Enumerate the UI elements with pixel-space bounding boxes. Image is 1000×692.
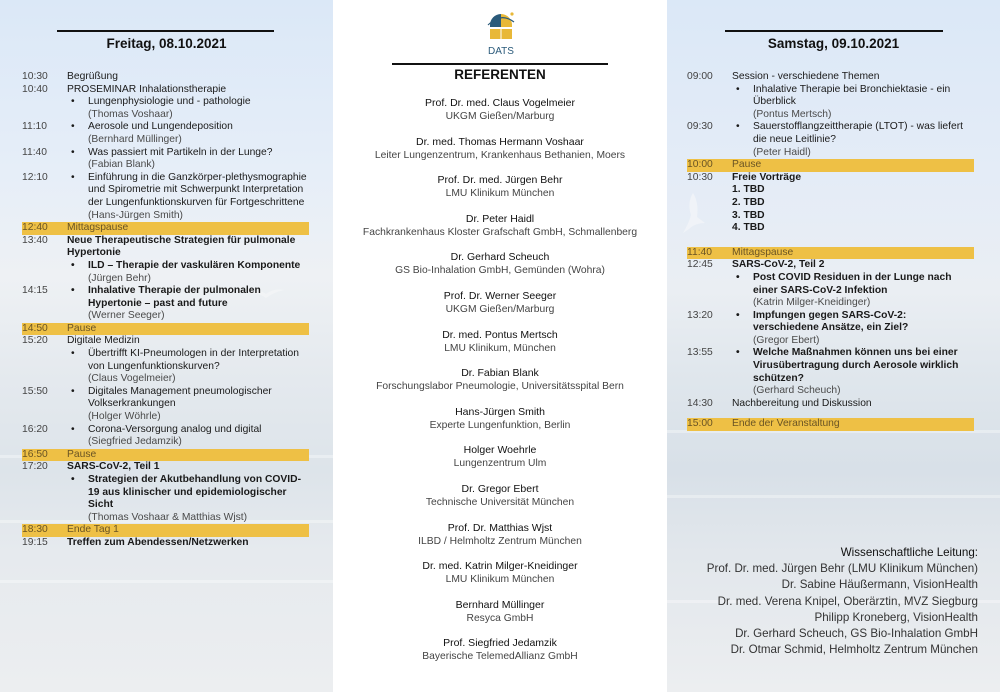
talk-item <box>67 424 309 449</box>
title-rule <box>725 30 943 32</box>
saturday-title: Samstag, 09.10.2021 <box>767 36 900 51</box>
schedule-row <box>22 84 309 97</box>
talk-item <box>67 96 309 121</box>
time-label: 16:20 <box>22 423 48 435</box>
speaker-name: Dr. Fabian Blank <box>461 367 539 380</box>
session-body <box>732 418 974 431</box>
talk-item <box>67 260 309 285</box>
speaker-affiliation: Lungenzentrum Ulm <box>453 458 547 470</box>
speaker-name: Hans-Jürgen Smith <box>455 405 545 418</box>
session-body <box>732 310 974 348</box>
friday-panel <box>0 0 333 692</box>
talk-title: Was passiert mit Partikeln in der Lunge? <box>88 146 273 158</box>
time-label: 17:20 <box>22 461 48 473</box>
friday-title: Freitag, 08.10.2021 <box>106 36 227 51</box>
talk-content <box>88 172 309 222</box>
scientific-leadership <box>707 545 978 658</box>
sea-wave <box>0 580 333 583</box>
schedule-row <box>22 96 309 121</box>
bullet-icon: • <box>71 474 75 485</box>
session-title: 4. TBD <box>732 222 765 234</box>
session-title: SARS-CoV-2, Teil 1 <box>67 461 160 473</box>
talk-title: Einführung in die Ganzkörper-plethysmographie und Spirometrie mit Schwerpunkt Interpretation der Lungenfunktionskurven für Fortgeschrittene <box>88 171 307 208</box>
break-row <box>22 222 309 235</box>
speaker-entry <box>333 329 667 368</box>
talk-item <box>732 84 974 122</box>
sea-wave <box>667 495 1000 498</box>
time-label: 15:50 <box>22 385 48 397</box>
time-label: 10:40 <box>22 83 48 95</box>
time-label: 13:20 <box>687 309 713 321</box>
break-row <box>22 323 309 336</box>
schedule-row <box>687 172 974 185</box>
time-label <box>687 272 732 310</box>
time-label: 14:50 <box>22 322 48 334</box>
session-title: 3. TBD <box>732 209 765 221</box>
speaker-entry <box>333 97 667 136</box>
time-label <box>687 210 732 223</box>
session-title: 1. TBD <box>732 184 765 196</box>
speaker-affiliation: ILBD / Helmholtz Zentrum München <box>418 535 582 547</box>
speaker-name: (Jürgen Behr) <box>88 272 151 284</box>
schedule-row <box>22 71 309 84</box>
schedule-row <box>22 172 309 222</box>
schedule-row <box>687 347 974 397</box>
session-title: Nachbereitung und Diskussion <box>732 397 872 409</box>
speaker-name: Prof. Dr. med. Jürgen Behr <box>437 174 563 187</box>
talk-content <box>753 272 974 310</box>
schedule-row <box>22 386 309 424</box>
time-label: 19:15 <box>22 536 48 548</box>
talk-content <box>88 285 309 323</box>
talk-title: Post COVID Residuen in der Lunge nach einer SARS-CoV-2 Infektion <box>753 271 952 296</box>
speakers-title: REFERENTEN <box>454 67 546 82</box>
talk-content <box>88 147 309 172</box>
leadership-member: Prof. Dr. med. Jürgen Behr (LMU Klinikum München) <box>706 562 978 576</box>
logo-text: DATS <box>488 46 514 57</box>
session-body <box>67 172 309 222</box>
time-label: 09:00 <box>687 71 713 82</box>
talk-content <box>88 121 309 146</box>
speaker-name: (Peter Haidl) <box>753 146 811 158</box>
time-label <box>22 96 67 121</box>
schedule-row <box>22 147 309 172</box>
time-label: 15:00 <box>687 418 713 430</box>
speaker-affiliation: GS Bio-Inhalation GmbH, Gemünden (Wohra) <box>395 265 605 277</box>
friday-schedule <box>22 71 309 550</box>
schedule-row <box>22 235 309 260</box>
speaker-affiliation: LMU Klinikum München <box>445 574 555 586</box>
talk-item <box>67 348 309 386</box>
session-body <box>732 197 974 210</box>
session-body <box>732 84 974 122</box>
schedule-row <box>687 272 974 310</box>
speaker-name: (Gerhard Scheuch) <box>753 385 841 397</box>
speaker-name: Bernhard Müllinger <box>455 598 545 611</box>
time-label: 11:10 <box>22 121 48 133</box>
speaker-name: (Werner Seeger) <box>88 310 165 322</box>
session-body <box>67 222 309 235</box>
time-label <box>687 84 732 122</box>
session-body <box>732 159 974 172</box>
speaker-entry <box>333 483 667 522</box>
talk-item <box>67 147 309 172</box>
bullet-icon: • <box>71 385 75 397</box>
session-title: Treffen zum Abendessen/Netzwerken <box>67 536 249 548</box>
speaker-entry <box>333 213 667 252</box>
speaker-name: (Katrin Milger-Kneidinger) <box>753 297 871 309</box>
speaker-name: Prof. Dr. Werner Seeger <box>443 289 557 302</box>
time-label <box>687 222 732 235</box>
session-body <box>67 96 309 121</box>
speaker-affiliation: Bayerische TelemedAllianz GmbH <box>422 651 578 663</box>
session-title: SARS-CoV-2, Teil 2 <box>732 259 825 271</box>
talk-title: Aerosole und Lungendeposition <box>88 121 233 133</box>
speaker-affiliation: Forschungslabor Pneumologie, Universitätsspital Bern <box>376 381 624 393</box>
session-body <box>67 461 309 474</box>
speaker-entry <box>333 136 667 175</box>
session-body <box>67 424 309 449</box>
bullet-icon: • <box>71 146 75 158</box>
schedule-row <box>22 335 309 348</box>
speaker-name: Prof. Siegfried Jedamzik <box>443 637 557 650</box>
time-label: 12:45 <box>687 259 713 271</box>
talk-content <box>753 310 974 348</box>
session-body <box>732 210 974 223</box>
session-body <box>67 71 309 84</box>
schedule-row <box>687 210 974 223</box>
session-title: Pause <box>67 448 97 460</box>
talk-title: Strategien der Akutbehandlung von COVID-19 aus klinischer und epidemiologischer Sicht <box>88 474 302 511</box>
talk-content <box>88 348 309 386</box>
time-label <box>687 184 732 197</box>
talk-item <box>67 172 309 222</box>
session-body <box>732 259 974 272</box>
leadership-member: Dr. Otmar Schmid, Helmholtz Zentrum München <box>730 643 978 657</box>
speaker-name: (Bernhard Müllinger) <box>88 133 182 145</box>
time-label: 10:30 <box>22 71 48 82</box>
session-title: Session - verschiedene Themen <box>732 71 880 82</box>
time-label: 16:50 <box>22 448 48 460</box>
speaker-name: (Gregor Ebert) <box>753 334 820 346</box>
session-body <box>67 524 309 537</box>
session-body <box>732 347 974 397</box>
time-label: 14:15 <box>22 285 48 297</box>
session-title: PROSEMINAR Inhalationstherapie <box>67 83 227 95</box>
session-body <box>67 386 309 424</box>
speaker-name: Dr. Peter Haidl <box>465 212 535 225</box>
talk-content <box>753 84 974 122</box>
schedule-row <box>687 398 974 411</box>
talk-title: Inhalative Therapie der pulmonalen Hypertonie – past and future <box>88 285 261 309</box>
speaker-affiliation: Leiter Lungenzentrum, Krankenhaus Bethanien, Moers <box>374 149 626 161</box>
session-body <box>67 121 309 146</box>
bullet-icon: • <box>736 309 740 321</box>
talk-title: Übertrifft KI-Pneumologen in der Interpretation von Lungenfunktionskurven? <box>88 348 300 372</box>
break-row <box>22 449 309 462</box>
saturday-schedule <box>687 71 974 431</box>
bullet-icon: • <box>736 83 740 95</box>
bullet-icon: • <box>736 271 740 283</box>
talk-title: ILD – Therapie der vaskulären Komponente <box>88 259 301 271</box>
talk-content <box>88 424 309 449</box>
session-body <box>732 121 974 159</box>
speaker-entry <box>333 251 667 290</box>
session-body <box>67 285 309 323</box>
speaker-affiliation: Experte Lungenfunktion, Berlin <box>429 419 571 431</box>
bullet-icon: • <box>71 259 75 271</box>
time-label: 14:30 <box>687 397 713 409</box>
talk-title: Digitales Management pneumologischer Volkserkrankungen <box>88 385 272 410</box>
session-body <box>67 260 309 285</box>
session-title: 2. TBD <box>732 196 765 208</box>
session-body <box>67 449 309 462</box>
schedule-row <box>22 285 309 323</box>
time-label: 18:30 <box>22 524 48 536</box>
bullet-icon: • <box>71 423 75 435</box>
session-body <box>732 184 974 197</box>
talk-item <box>732 272 974 310</box>
talk-content <box>753 121 974 159</box>
talk-title: Lungenphysiologie und - pathologie <box>88 96 251 108</box>
session-body <box>732 247 974 260</box>
bullet-icon: • <box>71 171 75 183</box>
leadership-heading: Wissenschaftliche Leitung: <box>840 546 978 559</box>
speaker-entry <box>333 174 667 213</box>
talk-title: Sauerstofflangzeittherapie (LTOT) - was liefert die neue Leitlinie? <box>753 121 964 145</box>
speaker-entry <box>333 406 667 445</box>
time-label: 10:00 <box>687 159 713 171</box>
break-row <box>687 159 974 172</box>
session-body <box>732 71 974 84</box>
session-body <box>732 222 974 235</box>
speaker-name: (Thomas Voshaar) <box>88 108 173 120</box>
break-row <box>687 418 974 431</box>
talk-title: Impfungen gegen SARS-CoV-2: verschiedene Ansätze, ein Ziel? <box>753 309 909 334</box>
talk-title: Welche Maßnahmen können uns bei einer Virusübertragung durch Aerosole wirklich schützen? <box>753 347 959 384</box>
schedule-row <box>22 474 309 524</box>
time-label <box>22 348 67 386</box>
session-body <box>67 348 309 386</box>
schedule-row <box>687 222 974 235</box>
speaker-affiliation: UKGM Gießen/Marburg <box>445 303 555 315</box>
time-label: 12:10 <box>22 171 48 183</box>
speaker-entry <box>333 522 667 561</box>
speaker-name: (Holger Wöhrle) <box>88 411 161 423</box>
schedule-row <box>687 71 974 84</box>
speaker-entry <box>333 290 667 329</box>
session-title: Ende Tag 1 <box>67 524 119 536</box>
time-label: 09:30 <box>687 121 713 133</box>
title-rule <box>57 30 274 32</box>
talk-title: Inhalative Therapie bei Bronchiektasie - ein Überblick <box>753 83 951 108</box>
session-body <box>67 84 309 97</box>
time-label: 13:55 <box>687 347 713 359</box>
speaker-name: (Thomas Voshaar & Matthias Wjst) <box>88 511 248 523</box>
schedule-row <box>22 461 309 474</box>
talk-content <box>88 96 309 121</box>
talk-content <box>88 474 309 524</box>
talk-item <box>67 285 309 323</box>
schedule-row <box>687 121 974 159</box>
time-label: 13:40 <box>22 234 48 246</box>
talk-title: Corona-Versorgung analog und digital <box>88 423 262 435</box>
speaker-name: Prof. Dr. med. Claus Vogelmeier <box>425 97 575 109</box>
speaker-entry <box>333 599 667 638</box>
session-title: Pause <box>67 322 97 334</box>
speaker-affiliation: Resyca GmbH <box>466 612 534 624</box>
bullet-icon: • <box>736 121 740 133</box>
schedule-row <box>22 424 309 449</box>
speaker-affiliation: UKGM Gießen/Marburg <box>445 111 555 122</box>
speaker-name: (Siegfried Jedamzik) <box>88 436 182 448</box>
talk-item <box>67 121 309 146</box>
session-title: Ende der Veranstaltung <box>732 418 840 430</box>
speakers-rule <box>392 63 608 65</box>
bullet-icon: • <box>736 347 740 359</box>
talk-item <box>732 310 974 348</box>
talk-item <box>67 474 309 524</box>
session-title: Neue Therapeutische Strategien für pulmonale Hypertonie <box>67 234 296 259</box>
leadership-member: Dr. med. Verena Knipel, Oberärztin, MVZ Siegburg <box>717 594 978 608</box>
talk-item <box>67 386 309 424</box>
time-label: 11:40 <box>687 246 713 258</box>
leadership-member: Philipp Kroneberg, VisionHealth <box>814 610 978 624</box>
session-body <box>67 235 309 260</box>
session-title: Begrüßung <box>67 71 118 82</box>
session-body <box>67 474 309 524</box>
speaker-entry <box>333 367 667 406</box>
leadership-member: Dr. Sabine Häußermann, VisionHealth <box>781 578 978 592</box>
talk-item <box>732 347 974 397</box>
schedule-row <box>687 259 974 272</box>
bullet-icon: • <box>71 348 75 360</box>
speaker-entry <box>333 637 667 676</box>
schedule-row <box>22 348 309 386</box>
schedule-row <box>22 260 309 285</box>
speaker-name: Dr. Gerhard Scheuch <box>450 251 550 264</box>
session-body <box>67 537 309 550</box>
speaker-name: (Pontus Mertsch) <box>753 108 832 120</box>
session-title: Mittagspause <box>67 222 129 234</box>
session-title: Freie Vorträge <box>732 171 802 183</box>
speaker-name: Dr. med. Thomas Hermann Voshaar <box>416 135 584 148</box>
session-title: Mittagspause <box>732 246 794 258</box>
speaker-name: Holger Woehrle <box>463 444 537 457</box>
time-label <box>22 260 67 285</box>
session-title: Pause <box>732 159 762 171</box>
talk-content <box>88 386 309 424</box>
session-body <box>67 335 309 348</box>
schedule-row <box>687 310 974 348</box>
schedule-row <box>687 184 974 197</box>
session-body <box>732 398 974 411</box>
bullet-icon: • <box>71 96 75 108</box>
speaker-affiliation: LMU Klinikum, München <box>444 342 556 354</box>
session-body <box>732 272 974 310</box>
bullet-icon: • <box>71 285 75 297</box>
schedule-row <box>22 121 309 146</box>
schedule-row <box>22 537 309 550</box>
time-label: 15:20 <box>22 335 48 347</box>
talk-content <box>753 347 974 397</box>
speaker-name: (Hans-Jürgen Smith) <box>88 209 183 221</box>
session-body <box>732 172 974 185</box>
break-row <box>687 247 974 260</box>
speaker-affiliation: Technische Universität München <box>425 496 575 508</box>
time-label <box>687 197 732 210</box>
session-body <box>67 147 309 172</box>
speakers-list <box>333 97 667 676</box>
speaker-name: Prof. Dr. Matthias Wjst <box>447 521 553 534</box>
speaker-name: Dr. Gregor Ebert <box>461 482 539 495</box>
schedule-row <box>687 197 974 210</box>
time-label: 12:40 <box>22 222 48 234</box>
speaker-entry <box>333 444 667 483</box>
speaker-affiliation: LMU Klinikum München <box>445 188 555 200</box>
talk-item <box>732 121 974 159</box>
session-body <box>67 323 309 336</box>
speaker-name: Dr. med. Katrin Milger-Kneidinger <box>422 560 578 573</box>
dats-logo <box>485 10 517 58</box>
bullet-icon: • <box>71 121 75 133</box>
speaker-name: Dr. med. Pontus Mertsch <box>442 328 558 341</box>
break-row <box>22 524 309 537</box>
speaker-affiliation: Fachkrankenhaus Kloster Grafschaft GmbH, Schmallenberg <box>362 226 638 238</box>
time-label <box>22 474 67 524</box>
time-label: 10:30 <box>687 171 713 183</box>
time-label: 11:40 <box>22 146 48 158</box>
speaker-entry <box>333 560 667 599</box>
schedule-row <box>687 84 974 122</box>
session-title: Digitale Medizin <box>67 335 140 347</box>
leadership-member: Dr. Gerhard Scheuch, GS Bio-Inhalation GmbH <box>735 627 978 641</box>
speaker-name: (Claus Vogelmeier) <box>88 373 176 385</box>
talk-content <box>88 260 309 285</box>
speaker-name: (Fabian Blank) <box>88 159 155 171</box>
